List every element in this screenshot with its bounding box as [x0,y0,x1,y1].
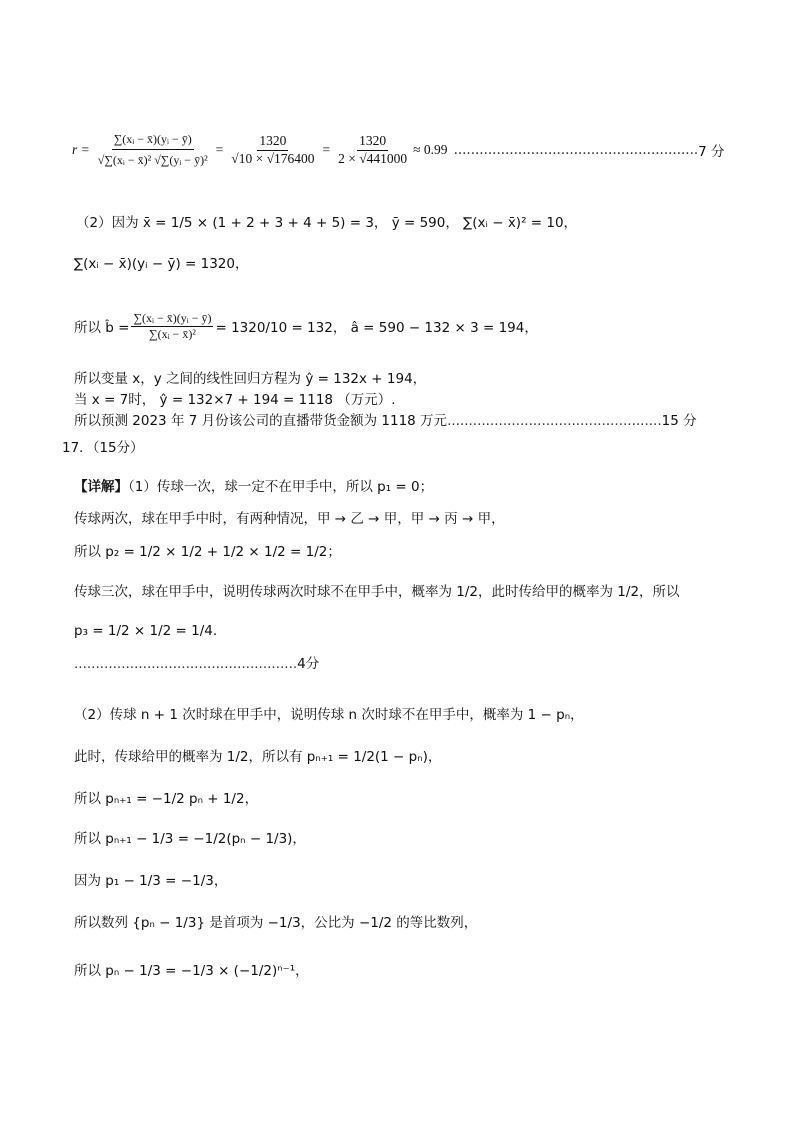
q17-n3: 所以 pₙ₊₁ = −1/2 pₙ + 1/2， [74,791,259,807]
b-hat-den: ∑(xᵢ − x̄)² [149,326,196,341]
q17-p2-line: 所以 p₂ = 1/2 × 1/2 + 1/2 × 1/2 = 1/2； [74,544,341,560]
part2-line6 [74,409,697,429]
r-formula: r = $\frac{\text{∑(xᵢ − x̄)(yᵢ − ȳ)}}{\text{√∑(xᵢ − x̄)² √∑(yᵢ − ȳ)²}}$ = $\frac{1320}{√10 \times √176400}$ = $\frac{1320}{2 \times √441000}$ ≈ 0.99 ......................................................... 7 分 [72,132,725,167]
part2-line3-prefix: 所以 b̂ = [74,320,130,336]
r-mid-num: 1320 [257,134,288,150]
q17-p3-intro: 传球三次，球在甲手中，说明传球两次时球不在甲手中，概率为 1/2，此时传给甲的概率为 1/2，所以 [74,584,680,600]
r-score: 7 分 [698,144,725,160]
r-right-fraction [336,134,409,165]
r-numerator: ∑(xᵢ − x̄)(yᵢ − ȳ) [112,133,194,150]
q17-n1: （2）传球 n + 1 次时球在甲手中，说明传球 n 次时球不在甲手中，概率为 1 − pₙ， [74,707,584,723]
q17-n7: 所以 pₙ − 1/3 = −1/3 × (−1/2)ⁿ⁻¹， [74,963,309,979]
q17-header: 17．（15分） [62,440,144,456]
r-score-dots: ......................................................... [453,142,699,158]
r-mid-fraction [229,134,316,165]
q17-n4: 所以 pₙ₊₁ − 1/3 = −1/2(pₙ − 1/3)， [74,831,306,847]
r-approx: ≈ 0.99 [413,142,448,157]
part2-line3-mid: = 1320/10 = 132， â = 590 − 132 × 3 = 194， [215,320,538,336]
b-hat-fraction [131,312,213,340]
r-denominator: √∑(xᵢ − x̄)² √∑(yᵢ − ȳ)² [97,153,208,167]
r-lhs: r = [72,142,90,157]
q17-detail-tag: 【详解】 [74,479,128,495]
q17-score1-dots: .................................................... [74,656,298,672]
r-right-den: 2 × √441000 [338,150,408,166]
part2-line6-text: 所以预测 2023 年 7 月份该公司的直播带货金额为 1118 万元 [74,413,448,429]
q17-p2-intro: 传球两次，球在甲手中时，有两种情况，甲 → 乙 → 甲，甲 → 丙 → 甲， [74,511,505,527]
q17-n5: 因为 p₁ − 1/3 = −1/3， [74,873,228,889]
q17-score1 [74,652,319,672]
part2-line4: 所以变量 x，y 之间的线性回归方程为 ŷ = 132x + 194， [74,371,427,387]
q17-p1 [74,475,433,495]
q17-score1-text: 4分 [297,656,320,672]
part2-line5: 当 x = 7时， ŷ = 132×7 + 194 = 1118 （万元）. [74,392,396,408]
q17-n2: 此时，传球给甲的概率为 1/2，所以有 pₙ₊₁ = 1/2(1 − pₙ)， [74,749,442,765]
q17-p3-line: p₃ = 1/2 × 1/2 = 1/4. [74,623,218,639]
part2-line6-dots: .................................................. [447,413,662,429]
q17-p1-text: （1）传球一次，球一定不在甲手中，所以 p₁ = 0； [128,479,434,495]
b-hat-num: ∑(xᵢ − x̄)(yᵢ − ȳ) [133,310,212,325]
r-right-num: 1320 [357,134,388,150]
part2-line2: ∑(xᵢ − x̄)(yᵢ − ȳ) = 1320， [74,256,249,272]
part2-line3 [74,296,538,356]
part2-line6-score: 15 分 [661,413,697,429]
part2-line1: （2）因为 x̄ = 1/5 × (1 + 2 + 3 + 4 + 5) = 3， ȳ = 590， ∑(xᵢ − x̄)² = 10， [76,215,578,231]
q17-n6: 所以数列 {pₙ − 1/3} 是首项为 −1/3，公比为 −1/2 的等比数列， [74,915,478,931]
r-main-fraction [96,133,210,166]
r-mid-den: √10 × √176400 [231,150,315,166]
